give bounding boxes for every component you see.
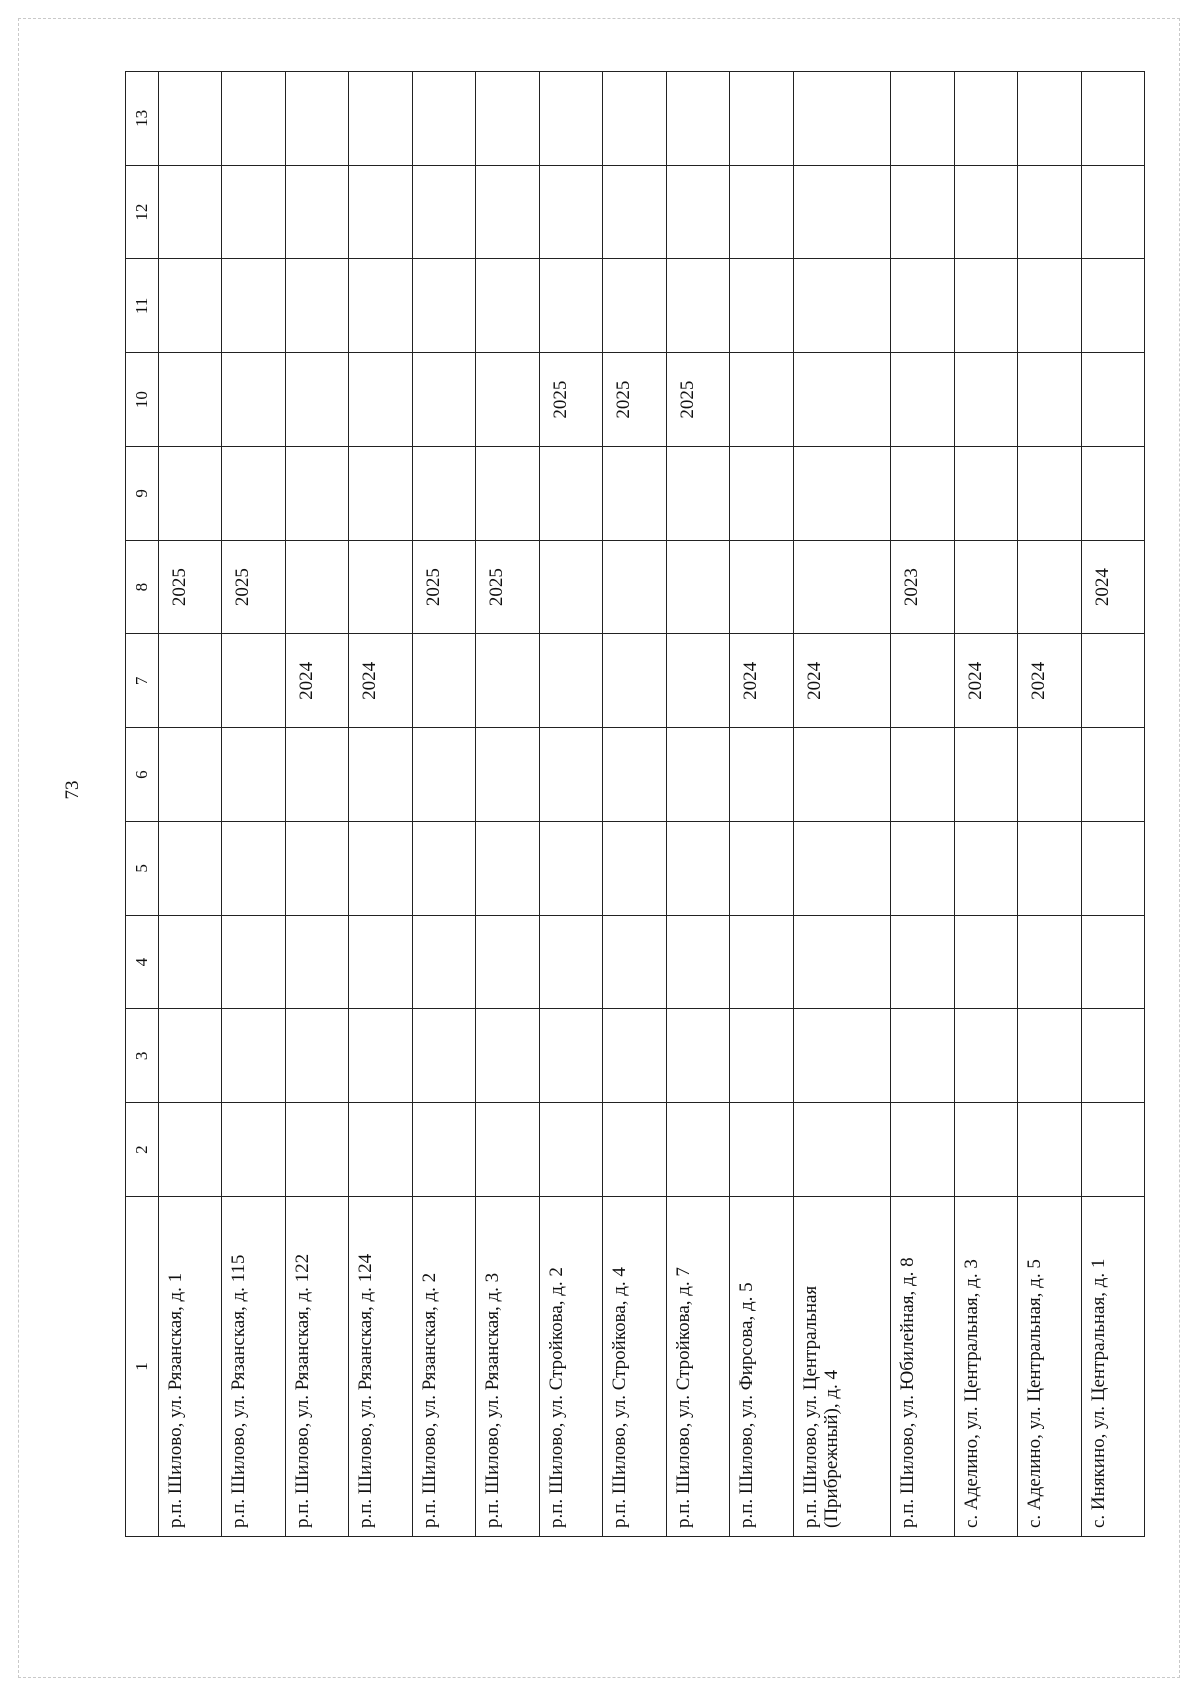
- year-cell-col-7: 2024: [349, 634, 412, 728]
- year-cell-col-3: [954, 1009, 1017, 1103]
- year-cell-col-9: [954, 447, 1017, 541]
- year-cell-col-5: [476, 822, 539, 916]
- year-cell-col-6: [954, 728, 1017, 822]
- year-cell-col-10: [285, 353, 348, 447]
- year-cell-col-4: [1081, 915, 1145, 1009]
- year-cell-col-4: [412, 915, 475, 1009]
- page-number: 73: [62, 780, 83, 800]
- year-cell-col-5: [159, 822, 222, 916]
- year-cell-col-2: [476, 1103, 539, 1197]
- year-cell-col-11: [539, 259, 602, 353]
- table-row: [1081, 72, 1145, 1537]
- address-cell: с. Инякино, ул. Центральная, д. 1: [1081, 1197, 1145, 1537]
- year-cell-col-6: [222, 728, 285, 822]
- year-cell-col-11: [159, 259, 222, 353]
- year-cell-col-7: [476, 634, 539, 728]
- year-cell-col-11: [954, 259, 1017, 353]
- year-cell-col-5: [285, 822, 348, 916]
- year-cell-col-5: [222, 822, 285, 916]
- year-cell-col-3: [891, 1009, 954, 1103]
- year-cell-col-13: [539, 72, 602, 166]
- year-cell-col-6: [285, 728, 348, 822]
- year-cell-col-13: [159, 72, 222, 166]
- year-cell-col-13: [954, 72, 1017, 166]
- year-cell-col-13: [666, 72, 729, 166]
- year-cell-col-11: [891, 259, 954, 353]
- year-cell-col-5: [793, 822, 890, 916]
- year-cell-col-12: [954, 165, 1017, 259]
- year-cell-col-9: [891, 447, 954, 541]
- year-cell-col-4: [730, 915, 793, 1009]
- year-cell-col-11: [222, 259, 285, 353]
- year-cell-col-8: [666, 540, 729, 634]
- year-cell-col-3: [603, 1009, 666, 1103]
- year-cell-col-11: [285, 259, 348, 353]
- year-cell-col-5: [666, 822, 729, 916]
- year-cell-col-12: [539, 165, 602, 259]
- year-cell-col-9: [285, 447, 348, 541]
- year-cell-col-9: [222, 447, 285, 541]
- year-cell-col-13: [285, 72, 348, 166]
- year-cell-col-6: [476, 728, 539, 822]
- address-cell: р.п. Шилово, ул. Центральная (Прибрежный), д. 4: [793, 1197, 890, 1537]
- address-cell: р.п. Шилово, ул. Стройкова, д. 2: [539, 1197, 602, 1537]
- year-cell-col-2: [891, 1103, 954, 1197]
- year-cell-col-8: [285, 540, 348, 634]
- year-cell-col-12: [1081, 165, 1145, 259]
- column-header-5: 5: [126, 822, 159, 916]
- year-cell-col-8: 2025: [159, 540, 222, 634]
- year-cell-col-3: [349, 1009, 412, 1103]
- year-cell-col-3: [476, 1009, 539, 1103]
- year-cell-col-2: [954, 1103, 1017, 1197]
- year-cell-col-2: [793, 1103, 890, 1197]
- table-row: [1018, 72, 1081, 1537]
- column-header-2: 2: [126, 1103, 159, 1197]
- column-header-3: 3: [126, 1009, 159, 1103]
- address-cell: с. Аделино, ул. Центральная, д. 5: [1018, 1197, 1081, 1537]
- table-row: [891, 72, 954, 1537]
- year-cell-col-6: [793, 728, 890, 822]
- year-cell-col-12: [793, 165, 890, 259]
- year-cell-col-6: [1018, 728, 1081, 822]
- year-cell-col-12: [476, 165, 539, 259]
- address-cell: с. Аделино, ул. Центральная, д. 3: [954, 1197, 1017, 1537]
- year-cell-col-11: [603, 259, 666, 353]
- year-cell-col-9: [476, 447, 539, 541]
- year-cell-col-2: [349, 1103, 412, 1197]
- column-header-1: 1: [126, 1197, 159, 1537]
- year-cell-col-8: [793, 540, 890, 634]
- address-cell: р.п. Шилово, ул. Рязанская, д. 1: [159, 1197, 222, 1537]
- year-cell-col-2: [1081, 1103, 1145, 1197]
- year-cell-col-6: [603, 728, 666, 822]
- year-cell-col-5: [412, 822, 475, 916]
- year-cell-col-7: 2024: [954, 634, 1017, 728]
- table-row: [603, 72, 666, 1537]
- column-header-6: 6: [126, 728, 159, 822]
- year-cell-col-10: 2025: [603, 353, 666, 447]
- address-cell: р.п. Шилово, ул. Рязанская, д. 124: [349, 1197, 412, 1537]
- year-cell-col-4: [222, 915, 285, 1009]
- year-cell-col-2: [730, 1103, 793, 1197]
- address-cell: р.п. Шилово, ул. Фирсова, д. 5: [730, 1197, 793, 1537]
- year-cell-col-2: [666, 1103, 729, 1197]
- table-row: [349, 72, 412, 1537]
- year-cell-col-11: [730, 259, 793, 353]
- year-cell-col-7: 2024: [1018, 634, 1081, 728]
- year-cell-col-12: [222, 165, 285, 259]
- year-cell-col-11: [476, 259, 539, 353]
- table-row: [730, 72, 793, 1537]
- year-cell-col-4: [1018, 915, 1081, 1009]
- year-cell-col-2: [603, 1103, 666, 1197]
- year-cell-col-8: 2024: [1081, 540, 1145, 634]
- year-cell-col-8: 2025: [222, 540, 285, 634]
- year-cell-col-11: [1018, 259, 1081, 353]
- year-cell-col-7: [539, 634, 602, 728]
- year-cell-col-6: [891, 728, 954, 822]
- year-cell-col-11: [1081, 259, 1145, 353]
- year-cell-col-3: [159, 1009, 222, 1103]
- year-cell-col-6: [666, 728, 729, 822]
- year-cell-col-2: [222, 1103, 285, 1197]
- year-cell-col-9: [1081, 447, 1145, 541]
- year-cell-col-2: [285, 1103, 348, 1197]
- year-cell-col-6: [349, 728, 412, 822]
- header-row: [126, 72, 159, 1537]
- year-cell-col-7: [159, 634, 222, 728]
- year-cell-col-3: [222, 1009, 285, 1103]
- year-cell-col-10: [159, 353, 222, 447]
- table-row: [539, 72, 602, 1537]
- year-cell-col-12: [159, 165, 222, 259]
- column-header-10: 10: [126, 353, 159, 447]
- year-cell-col-11: [793, 259, 890, 353]
- table-row: [666, 72, 729, 1537]
- year-cell-col-13: [412, 72, 475, 166]
- address-cell: р.п. Шилово, ул. Стройкова, д. 4: [603, 1197, 666, 1537]
- address-cell: р.п. Шилово, ул. Рязанская, д. 122: [285, 1197, 348, 1537]
- year-cell-col-13: [476, 72, 539, 166]
- year-cell-col-7: 2024: [793, 634, 890, 728]
- year-cell-col-10: [222, 353, 285, 447]
- year-cell-col-4: [954, 915, 1017, 1009]
- year-cell-col-7: [222, 634, 285, 728]
- year-cell-col-7: [603, 634, 666, 728]
- column-header-12: 12: [126, 165, 159, 259]
- year-cell-col-3: [1018, 1009, 1081, 1103]
- year-cell-col-5: [954, 822, 1017, 916]
- schedule-table: [125, 71, 1145, 1537]
- year-cell-col-3: [793, 1009, 890, 1103]
- year-cell-col-13: [730, 72, 793, 166]
- year-cell-col-6: [1081, 728, 1145, 822]
- year-cell-col-8: [349, 540, 412, 634]
- year-cell-col-13: [1018, 72, 1081, 166]
- year-cell-col-8: [539, 540, 602, 634]
- table-row: [285, 72, 348, 1537]
- year-cell-col-8: 2025: [412, 540, 475, 634]
- year-cell-col-2: [159, 1103, 222, 1197]
- year-cell-col-10: [730, 353, 793, 447]
- year-cell-col-5: [349, 822, 412, 916]
- year-cell-col-13: [1081, 72, 1145, 166]
- year-cell-col-9: [666, 447, 729, 541]
- year-cell-col-12: [1018, 165, 1081, 259]
- year-cell-col-5: [891, 822, 954, 916]
- year-cell-col-2: [412, 1103, 475, 1197]
- address-cell: р.п. Шилово, ул. Рязанская, д. 115: [222, 1197, 285, 1537]
- rotated-table-container: [125, 72, 1145, 1537]
- year-cell-col-10: [954, 353, 1017, 447]
- address-cell: р.п. Шилово, ул. Стройкова, д. 7: [666, 1197, 729, 1537]
- address-cell: р.п. Шилово, ул. Рязанская, д. 2: [412, 1197, 475, 1537]
- year-cell-col-5: [1018, 822, 1081, 916]
- address-cell: р.п. Шилово, ул. Юбилейная, д. 8: [891, 1197, 954, 1537]
- year-cell-col-13: [793, 72, 890, 166]
- year-cell-col-4: [476, 915, 539, 1009]
- address-cell: р.п. Шилово, ул. Рязанская, д. 3: [476, 1197, 539, 1537]
- year-cell-col-8: 2023: [891, 540, 954, 634]
- year-cell-col-4: [603, 915, 666, 1009]
- year-cell-col-7: 2024: [730, 634, 793, 728]
- year-cell-col-8: [603, 540, 666, 634]
- year-cell-col-4: [349, 915, 412, 1009]
- year-cell-col-3: [666, 1009, 729, 1103]
- year-cell-col-3: [412, 1009, 475, 1103]
- table-row: [793, 72, 890, 1537]
- year-cell-col-8: [954, 540, 1017, 634]
- year-cell-col-4: [793, 915, 890, 1009]
- year-cell-col-7: [891, 634, 954, 728]
- year-cell-col-10: [476, 353, 539, 447]
- year-cell-col-12: [603, 165, 666, 259]
- year-cell-col-10: [412, 353, 475, 447]
- year-cell-col-4: [159, 915, 222, 1009]
- table-row: [476, 72, 539, 1537]
- year-cell-col-8: [1018, 540, 1081, 634]
- column-header-11: 11: [126, 259, 159, 353]
- year-cell-col-7: [1081, 634, 1145, 728]
- year-cell-col-10: [793, 353, 890, 447]
- year-cell-col-3: [1081, 1009, 1145, 1103]
- year-cell-col-13: [222, 72, 285, 166]
- year-cell-col-9: [539, 447, 602, 541]
- table-row: [222, 72, 285, 1537]
- year-cell-col-8: 2025: [476, 540, 539, 634]
- year-cell-col-4: [539, 915, 602, 1009]
- year-cell-col-12: [730, 165, 793, 259]
- year-cell-col-2: [539, 1103, 602, 1197]
- table-row: [412, 72, 475, 1537]
- year-cell-col-8: [730, 540, 793, 634]
- year-cell-col-12: [666, 165, 729, 259]
- year-cell-col-4: [891, 915, 954, 1009]
- table-row: [159, 72, 222, 1537]
- year-cell-col-6: [539, 728, 602, 822]
- year-cell-col-7: [412, 634, 475, 728]
- year-cell-col-9: [793, 447, 890, 541]
- year-cell-col-12: [891, 165, 954, 259]
- year-cell-col-9: [1018, 447, 1081, 541]
- year-cell-col-9: [349, 447, 412, 541]
- year-cell-col-5: [539, 822, 602, 916]
- year-cell-col-7: 2024: [285, 634, 348, 728]
- table-row: [954, 72, 1017, 1537]
- year-cell-col-5: [1081, 822, 1145, 916]
- year-cell-col-12: [285, 165, 348, 259]
- year-cell-col-6: [730, 728, 793, 822]
- column-header-4: 4: [126, 915, 159, 1009]
- table-body: [126, 72, 1145, 1537]
- column-header-8: 8: [126, 540, 159, 634]
- year-cell-col-9: [730, 447, 793, 541]
- year-cell-col-9: [603, 447, 666, 541]
- year-cell-col-10: [891, 353, 954, 447]
- year-cell-col-10: 2025: [539, 353, 602, 447]
- year-cell-col-7: [666, 634, 729, 728]
- year-cell-col-2: [1018, 1103, 1081, 1197]
- year-cell-col-5: [730, 822, 793, 916]
- year-cell-col-4: [666, 915, 729, 1009]
- year-cell-col-12: [349, 165, 412, 259]
- year-cell-col-3: [539, 1009, 602, 1103]
- year-cell-col-10: 2025: [666, 353, 729, 447]
- year-cell-col-10: [1081, 353, 1145, 447]
- year-cell-col-5: [603, 822, 666, 916]
- year-cell-col-13: [891, 72, 954, 166]
- year-cell-col-6: [412, 728, 475, 822]
- year-cell-col-13: [349, 72, 412, 166]
- column-header-7: 7: [126, 634, 159, 728]
- year-cell-col-4: [285, 915, 348, 1009]
- year-cell-col-12: [412, 165, 475, 259]
- year-cell-col-13: [603, 72, 666, 166]
- year-cell-col-11: [666, 259, 729, 353]
- year-cell-col-10: [349, 353, 412, 447]
- year-cell-col-10: [1018, 353, 1081, 447]
- year-cell-col-9: [412, 447, 475, 541]
- year-cell-col-9: [159, 447, 222, 541]
- column-header-9: 9: [126, 447, 159, 541]
- year-cell-col-3: [730, 1009, 793, 1103]
- year-cell-col-3: [285, 1009, 348, 1103]
- year-cell-col-11: [349, 259, 412, 353]
- year-cell-col-6: [159, 728, 222, 822]
- column-header-13: 13: [126, 72, 159, 166]
- year-cell-col-11: [412, 259, 475, 353]
